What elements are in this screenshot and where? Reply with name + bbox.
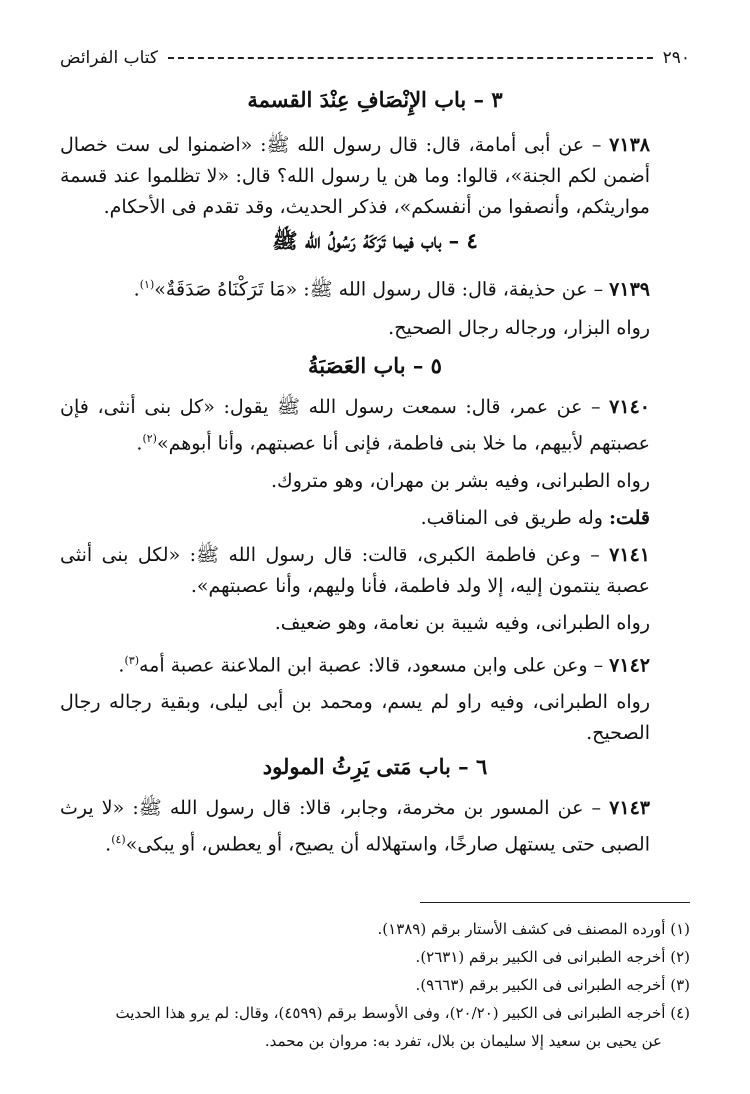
running-header — [60, 44, 690, 72]
hadith-text: – عن أبى أمامة، قال: قال رسول الله ﷺ: «اضمنوا لى ست خصال أضمن لكم الجنة»، قالوا: وما هن يا رسول الله؟ قال: «لا تظلموا عند قسمة مواريثكم، وأنصفوا من أنفسكم»، فذكر الحديث، وقد تقدم فى الأحكام. — [60, 134, 650, 218]
footnote-3: (٣) أخرجه الطبرانى فى الكبير برقم (٩٦٦٣). — [415, 976, 690, 994]
hadith-7142: ٧١٤٢ – وعن على وابن مسعود، قالا: عصبة ابن الملاعنة عصبة أمه$^{(٣)}$. — [118, 653, 650, 676]
hadith-7140: ٧١٤٠ – عن عمر، قال: سمعت رسول الله ﷺ يقول: «كل بنى أنثى، فإن عصبتهم لأبيهم، ما خلا بنى فاطمة، فإنى أنا عصبتهم، وأنا أبوهم»$^{(٢)}$. — [60, 396, 650, 455]
footnote-1: (١) أورده المصنف فى كشف الأستار برقم (١٣٨٩). — [377, 920, 690, 938]
hadith-7143: ٧١٤٣ – عن المسور بن مخرمة، وجابر، قالا: قال رسول الله ﷺ: «لا يرث الصبى حتى يستهل صارخًا، واستهلاله أن يصيح، أو يعطس، أو يبكى»$^{(٤)}$. — [60, 796, 650, 856]
hadith-text: – عن المسور بن مخرمة، وجابر، قالا: قال رسول الله ﷺ: «لا يرث الصبى حتى يستهل صارخًا، واستهلاله أن يصيح، أو يعطس، أو يبكى» — [60, 796, 650, 856]
qult-text: وله طريق فى المناقب. — [420, 506, 609, 529]
hadith-7141 — [60, 540, 690, 602]
hadith-number: ٧١٤٣ — [609, 796, 650, 819]
hadith-number: ٧١٤١ — [609, 543, 650, 566]
book-title: كتاب الفرائض — [60, 48, 158, 68]
chapter-heading-6: ٦ – باب مَتى يَرِثُ المولود — [262, 753, 488, 779]
narration-note: رواه الطبرانى، وفيه شيبة بن نعامة، وهو ضعيف. — [274, 611, 650, 634]
qult-label: قلت: — [608, 506, 650, 529]
separator-line — [420, 902, 690, 903]
footnote-ref: (١) — [139, 278, 155, 291]
page-number: ٢٩٠ — [662, 48, 690, 68]
hadith-number: ٧١٣٨ — [609, 134, 650, 156]
footnote-ref: (٢) — [142, 432, 157, 446]
narration-note: رواه الطبرانى، وفيه بشر بن مهران، وهو متروك. — [271, 469, 650, 492]
qult-note — [60, 503, 690, 534]
page-body — [60, 80, 690, 860]
hadith-number: ٧١٤٢ — [609, 653, 650, 676]
hadith-text: – وعن على وابن مسعود، قالا: عصبة ابن الملاعنة عصبة أمه — [138, 653, 610, 676]
footnote-ref: (٤) — [111, 832, 126, 846]
footnote-4-continuation: عن يحيى بن سعيد إلا سليمان بن بلال، تفرد به: مروان بن محمد. — [264, 1032, 662, 1050]
hadith-number: ٧١٤٠ — [609, 396, 650, 419]
hadith-number: ٧١٣٩ — [609, 278, 650, 301]
hadith-text: – وعن فاطمة الكبرى، قالت: قال رسول الله ﷺ: «لكل بنى أنثى عصبة ينتمون إليه، إلا ولد فاطمة، فأنا وليهم، وأنا عصبتهم». — [60, 543, 650, 597]
footnote-4: (٤) أخرجه الطبرانى فى الكبير (٢٠/٢٠)، وفى الأوسط برقم (٤٥٩٩)، وقال: لم يرو هذا الحديث — [115, 1004, 690, 1022]
hadith-text: – عن عمر، قال: سمعت رسول الله ﷺ يقول: «كل بنى أنثى، فإن عصبتهم لأبيهم، ما خلا بنى فاطمة، فإنى أنا عصبتهم، وأنا أبوهم» — [60, 396, 650, 455]
hadith-text: – عن حذيفة، قال: قال رسول الله ﷺ: «مَا تَرَكْنَاهُ صَدَقَةٌ» — [154, 278, 610, 301]
hadith-7138 — [60, 130, 690, 223]
header-rule — [168, 57, 653, 59]
footnote-ref: (٣) — [124, 653, 139, 667]
chapter-heading-4: ٤ – باب فيما تَرَكَهُ رَسُولُ الله ﷺ — [272, 228, 478, 253]
narration-note: رواه الطبرانى، وفيه راو لم يسم، ومحمد بن أبى ليلى، وبقية رجاله رجال الصحيح. — [60, 690, 650, 744]
chapter-heading-3: ٣ – باب الإِنْصَافِ عِنْدَ القسمة — [247, 87, 503, 112]
hadith-7139: ٧١٣٩ – عن حذيفة، قال: قال رسول الله ﷺ: «مَا تَرَكْنَاهُ صَدَقَةٌ»$^{(١)}$. — [133, 278, 650, 301]
chapter-heading-5: ٥ – باب العَصَبَةُ — [308, 353, 442, 379]
footnote-2: (٢) أخرجه الطبرانى فى الكبير برقم (٢٦٣١). — [415, 948, 690, 966]
footnotes — [60, 915, 690, 1055]
narration-note: رواه البزار، ورجاله رجال الصحيح. — [388, 317, 650, 340]
